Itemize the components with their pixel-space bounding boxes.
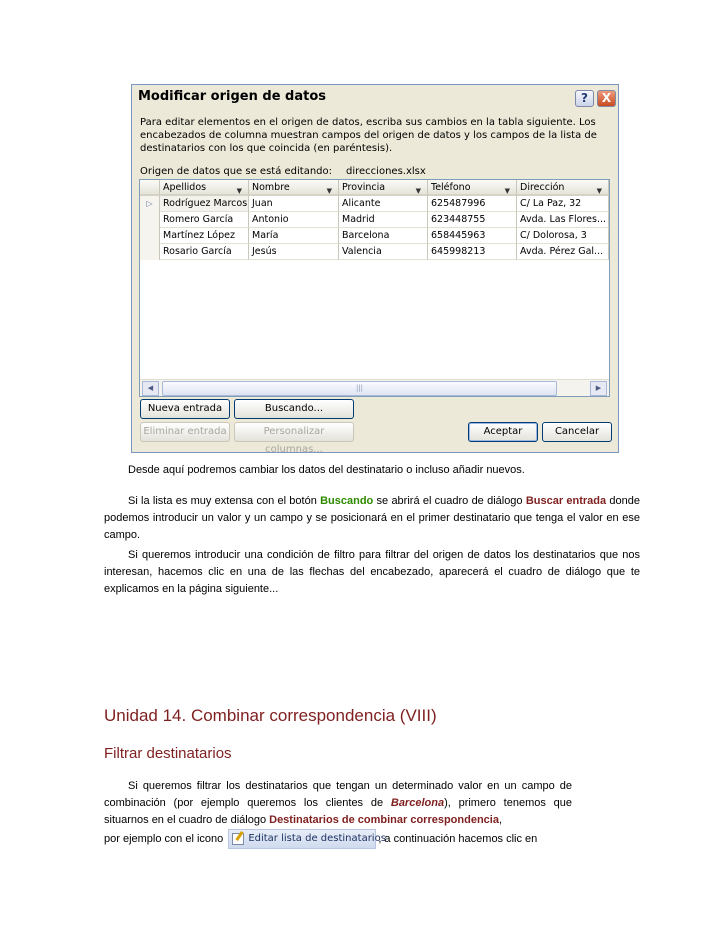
column-label: Nombre: [252, 182, 290, 193]
dropdown-arrow-icon[interactable]: ▼: [326, 187, 332, 195]
table-row[interactable]: [140, 228, 609, 244]
horizontal-scrollbar[interactable]: [140, 379, 609, 396]
section-heading: Filtrar destinatarios: [104, 745, 232, 762]
table-row[interactable]: [140, 212, 609, 228]
table-cell[interactable]: Antonio: [249, 212, 339, 228]
data-grid[interactable]: [139, 179, 610, 397]
modify-data-source-dialog: [131, 84, 619, 453]
grid-corner: [140, 180, 160, 196]
table-cell[interactable]: C/ Dolorosa, 3: [517, 228, 609, 244]
scroll-left-icon[interactable]: ◀: [142, 381, 159, 396]
paragraph-4: [104, 778, 572, 829]
table-cell[interactable]: Martínez López: [160, 228, 249, 244]
edit-list-icon: [232, 833, 244, 845]
table-cell[interactable]: C/ La Paz, 32: [517, 196, 609, 212]
scroll-right-icon[interactable]: ▶: [590, 381, 607, 396]
table-cell[interactable]: Avda. Pérez Gal...: [517, 244, 609, 260]
dialog-instructions: Para editar elementos en el origen de datos, escriba sus cambios en la tabla siguiente. Los encabezados de columna muestran campos del origen de datos y los campos de la lista de destinatarios con los que coincida (en paréntesis).: [140, 117, 597, 154]
scrollbar-thumb[interactable]: |||: [162, 381, 557, 396]
table-cell[interactable]: Avda. Las Flores...: [517, 212, 609, 228]
text-run: Si la lista es muy extensa con el botón: [128, 495, 321, 507]
row-selector[interactable]: [140, 228, 160, 244]
text-run: por ejemplo con el icono: [104, 833, 224, 845]
table-row[interactable]: [140, 244, 609, 260]
paragraph-5: [104, 829, 584, 849]
table-cell[interactable]: Rosario García: [160, 244, 249, 260]
dropdown-arrow-icon[interactable]: ▼: [236, 187, 242, 195]
column-label: Teléfono: [431, 182, 471, 193]
dropdown-arrow-icon[interactable]: ▼: [504, 187, 510, 195]
row-selector[interactable]: [140, 212, 160, 228]
paragraph-1: Desde aquí podremos cambiar los datos del destinatario o incluso añadir nuevos.: [128, 464, 525, 476]
table-cell[interactable]: María: [249, 228, 339, 244]
column-header-direccion[interactable]: [517, 180, 609, 196]
text-run: Si queremos filtrar los destinatarios que tengan un determinado valor en un campo de combinación (por ejemplo queremos los clientes de: [104, 780, 572, 809]
emphasis-dialog-name: Destinatarios de combinar correspondencia: [269, 814, 499, 826]
ok-button[interactable]: Aceptar: [468, 422, 538, 442]
row-selector[interactable]: [140, 244, 160, 260]
table-cell[interactable]: Rodríguez Marcos: [160, 196, 249, 212]
table-cell[interactable]: 645998213: [428, 244, 517, 260]
table-cell[interactable]: Valencia: [339, 244, 428, 260]
table-cell[interactable]: Jesús: [249, 244, 339, 260]
customize-columns-button[interactable]: Personalizar columnas...: [234, 422, 354, 442]
table-cell[interactable]: Madrid: [339, 212, 428, 228]
icon-label: Editar lista de destinatarios: [248, 833, 386, 845]
dropdown-arrow-icon[interactable]: ▼: [596, 187, 602, 195]
emphasis-buscando: Buscando: [320, 495, 374, 507]
column-header-apellidos[interactable]: [160, 180, 249, 196]
emphasis-barcelona: Barcelona: [390, 797, 445, 809]
table-cell[interactable]: Juan: [249, 196, 339, 212]
table-cell[interactable]: 623448755: [428, 212, 517, 228]
help-button[interactable]: ?: [575, 90, 594, 107]
emphasis-buscar-entrada: Buscar entrada: [525, 495, 607, 507]
table-cell[interactable]: Barcelona: [339, 228, 428, 244]
column-label: Apellidos: [163, 182, 207, 193]
dropdown-arrow-icon[interactable]: ▼: [415, 187, 421, 195]
grid-header: [140, 180, 609, 196]
close-button[interactable]: X: [597, 90, 616, 107]
delete-entry-button[interactable]: Eliminar entrada: [140, 422, 230, 442]
table-row[interactable]: [140, 196, 609, 212]
current-row-indicator-icon[interactable]: ▷: [140, 196, 160, 212]
column-header-provincia[interactable]: [339, 180, 428, 196]
edit-recipient-list-button-image: [228, 829, 386, 849]
text-run: ), primero tenemos que situarnos en el cuadro de diálogo: [104, 797, 572, 826]
source-info: [140, 166, 426, 177]
table-cell[interactable]: 625487996: [428, 196, 517, 212]
table-cell[interactable]: Romero García: [160, 212, 249, 228]
column-label: Dirección: [520, 182, 565, 193]
source-file: direcciones.xlsx: [346, 166, 426, 177]
paragraph-2: [104, 493, 640, 544]
table-cell[interactable]: 658445963: [428, 228, 517, 244]
dialog-title: Modificar origen de datos: [138, 89, 326, 104]
column-label: Provincia: [342, 182, 386, 193]
unit-heading: Unidad 14. Combinar correspondencia (VIII): [104, 706, 437, 725]
new-entry-button[interactable]: Nueva entrada: [140, 399, 230, 419]
source-label: Origen de datos que se está editando:: [140, 166, 333, 177]
cancel-button[interactable]: Cancelar: [542, 422, 612, 442]
text-run: donde podemos introducir un valor y un campo y se posicionará en el primer destinatario que tenga el valor en ese campo.: [104, 495, 640, 541]
text-run: ,: [498, 814, 503, 826]
column-header-nombre[interactable]: [249, 180, 339, 196]
search-button[interactable]: Buscando...: [234, 399, 354, 419]
paragraph-3: Si queremos introducir una condición de filtro para filtrar del origen de datos los destinatarios que nos interesan, hacemos clic en una de las flechas del encabezado, aparecerá el cuadro de diálogo que te explicamos en la página siguiente...: [104, 549, 640, 595]
table-cell[interactable]: Alicante: [339, 196, 428, 212]
column-header-telefono[interactable]: [428, 180, 517, 196]
text-run: , a continuación hacemos clic en: [378, 833, 538, 845]
text-run: se abrirá el cuadro de diálogo: [373, 495, 526, 507]
